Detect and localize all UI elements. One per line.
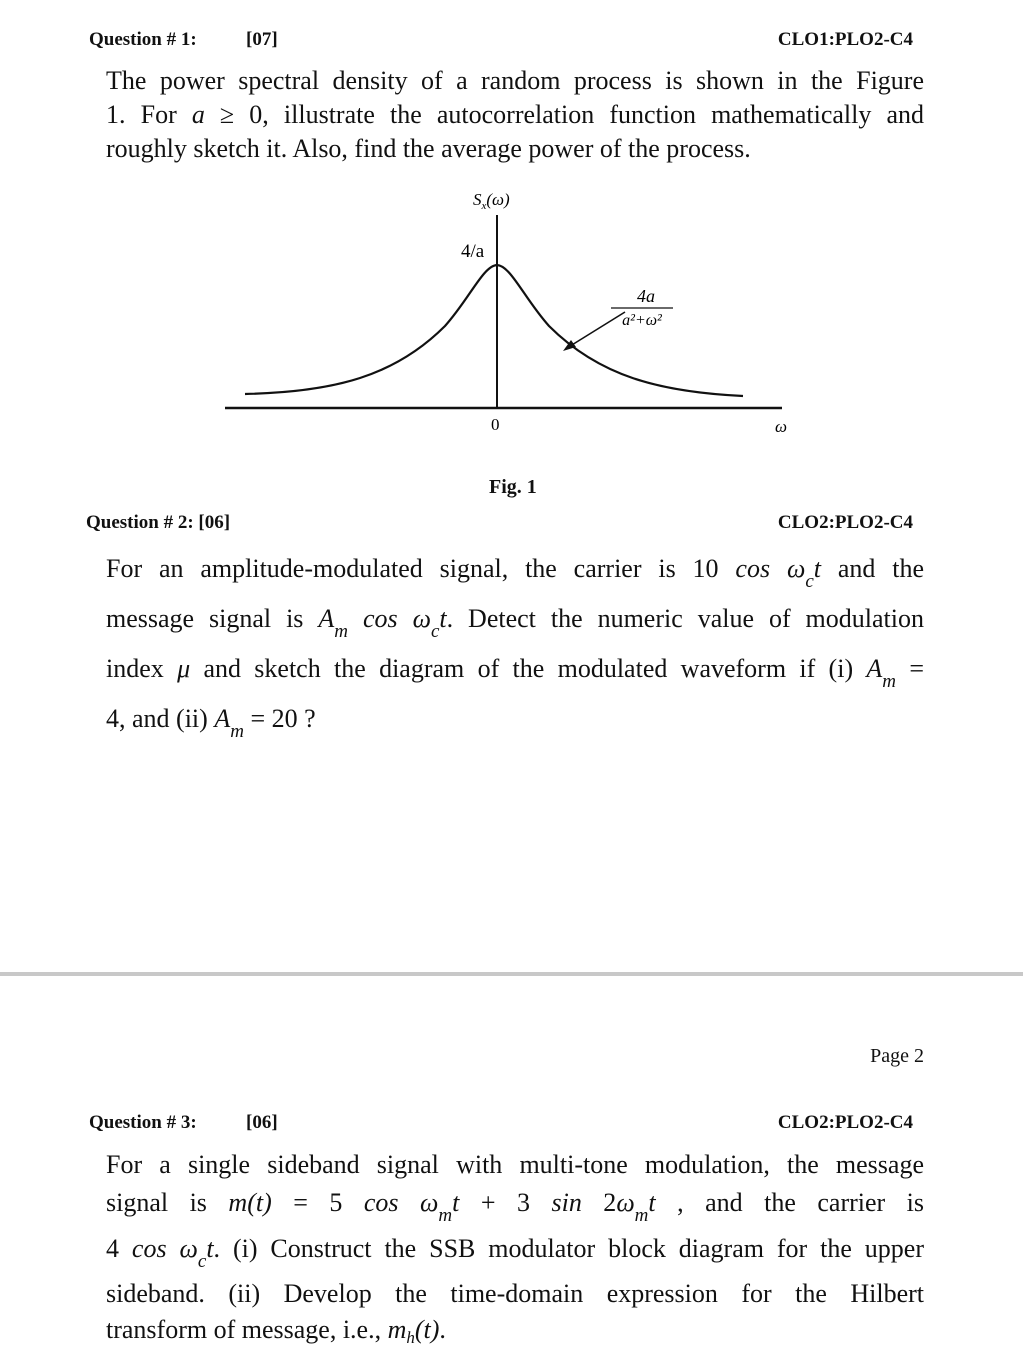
q2-text [106,545,924,745]
q2-line-3: index μ and sketch the diagram of the modulated waveform if (i) $A_m$ = [106,654,924,692]
curve-numerator: 4a [637,286,655,306]
page-number: Page 2 [870,1045,924,1067]
q3-label: Question # 3: [89,1112,197,1133]
q1-label: Question # 1: [89,29,197,50]
psd-figure [215,180,805,445]
q1-text [106,64,924,166]
q1-clo: CLO1:PLO2-C4 [777,29,913,50]
q1-line-3: roughly sketch it. Also, find the average power of the process. [106,134,751,163]
q2-line-4: 4, and (ii) $A_m = 20$ ? [106,704,316,742]
q2-line-1: For an amplitude-modulated signal, the carrier is 10 $\cos \omega_ct$ and the [106,554,924,592]
q2-line-2: message signal is $A_m$ $\cos \omega_ct$. Detect the numeric value of modulation [106,604,924,642]
figure-caption: Fig. 1 [489,476,537,498]
q1-line-1: The power spectral density of a random process is shown in the Figure [106,66,924,95]
x-axis-label: ω [775,417,788,436]
q1-marks: [07] [246,29,278,50]
q1-line-2: 1. For a ≥ 0, illustrate the autocorrelation function mathematically and [106,100,924,129]
q3-line-3: 4 $\cos \omega_ct$. (i) Construct the SSB modulator block diagram for the upper [106,1234,924,1272]
psd-curve [245,265,743,396]
q2-label: Question # 2: [06] [86,512,231,533]
q3-line-2: signal is m(t) = 5 $\cos \omega_mt + 3$ $\sin 2\omega_mt$ , and the carrier is [106,1188,925,1226]
q3-line-1: For a single sideband signal with multi-tone modulation, the message [106,1150,924,1179]
q3-line-5: transform of message, i.e., mh(t). [106,1315,446,1347]
q3-line-4: sideband. (ii) Develop the time-domain expression for the Hilbert [106,1279,924,1308]
annotation-arrow [567,312,625,348]
q3-text [106,1146,924,1350]
page-divider [0,972,1023,976]
origin-label: 0 [491,415,500,434]
y-axis-label: $S_x(\omega)$ [473,190,510,212]
curve-denominator: a²+ω² [622,312,662,329]
q3-clo: CLO2:PLO2-C4 [777,1112,913,1133]
q3-marks: [06] [246,1112,278,1133]
peak-label: 4/a [461,241,485,262]
q2-clo: CLO2:PLO2-C4 [777,512,913,533]
